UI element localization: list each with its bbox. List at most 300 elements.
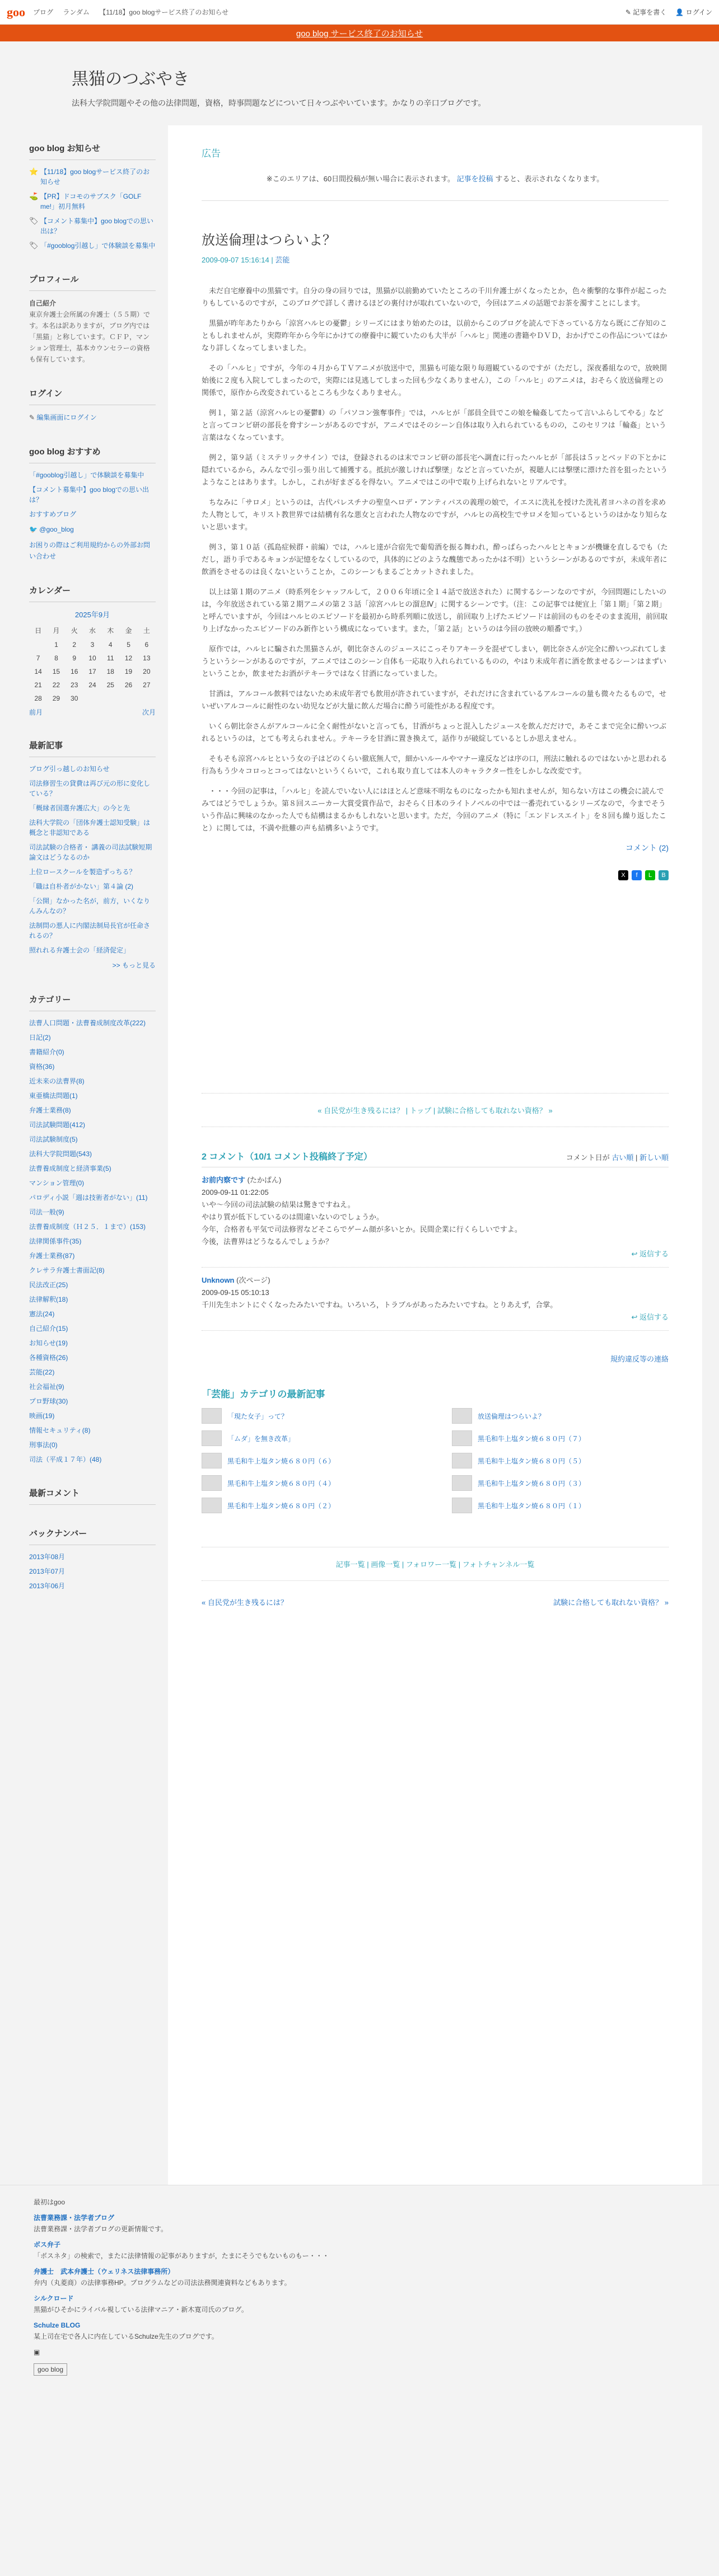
calendar-day: 14 — [34, 668, 42, 675]
weekday-label: 木 — [107, 627, 114, 635]
post-paragraph: 例２，第９話（ミステリックサイン）では，登録されるのは末でコンピ研の部長宅へ調査に行ったハルヒが「部長は５ッとベッドの下とかに隠れているから，みんなで引っ張り出して捕獲する。抵抗が激しければ撃墜」などと言っていたが，視聴人には撃墜に漂けた首を狙ったというようなことはあります。しかし，これが好まざるを得ない。アニメではこの中で取り上げられないとリアルです。 — [202, 453, 668, 486]
calendar-day: 29 — [52, 695, 60, 702]
backnumber-section — [29, 1527, 156, 1591]
calendar-day: 12 — [124, 654, 133, 662]
thumbnail-image — [202, 1498, 222, 1513]
sidebar — [17, 125, 168, 1630]
recent-post-item — [29, 896, 156, 916]
category-latest-item[interactable] — [452, 1475, 669, 1491]
post-paragraph: 以上は第１期のアニメ（時系列をシャッフルして，２００６年頃に全１４話で放送された）に関するシーンなのですが，今回問題にしたいのは，今年放送されている第２期アニメの第２３話「涼宮ハルヒの溜息Ⅳ」に関するシーンです。（注：この記事では便宜上「第１期」「第２期」と呼んでいますが，今回はハルヒのエピソードを最初から時系列順に放送し，前回取り上げたエピソードは前回のものをそのまま流用，前回取り上げなかったエピソードのみ新作という構成になっています。また，「第２話」というのは今回の放映の順番です。） — [202, 588, 668, 633]
category-link[interactable]: 書籍紹介(0) — [29, 1048, 64, 1056]
section-heading: カレンダー — [29, 584, 156, 602]
comment-text: 今年，合格者も平気で司法修習などそこらでゲーム顔が多いとか。民間企業に行くらしいですよ。 — [202, 1225, 522, 1233]
facebook-share-icon[interactable]: f — [632, 870, 642, 880]
category-link[interactable]: 法曹人口問題・法曹養成制度改革(222) — [29, 1019, 146, 1027]
nav-blog[interactable]: ブログ — [33, 8, 54, 16]
calendar-day — [119, 692, 137, 705]
notice-link[interactable]: 【コメント募集中】goo blogでの思い出は？ — [40, 217, 154, 235]
category-item — [29, 1294, 156, 1305]
category-latest-item[interactable] — [452, 1498, 669, 1513]
calendar-day: 24 — [88, 681, 96, 689]
section-heading: プロフィール — [29, 273, 156, 291]
category-link[interactable]: 司法（平成１７年）(48) — [29, 1456, 102, 1463]
category-link[interactable]: 資格(36) — [29, 1063, 55, 1071]
recent-post-link[interactable]: 「概縁者国選弁護広大」の今と先 — [29, 804, 130, 812]
weekday-label: 日 — [35, 627, 42, 635]
category-link[interactable]: 映画(19) — [29, 1412, 55, 1420]
post-body — [202, 285, 669, 834]
ad-post-link[interactable]: 記事を投稿 — [456, 175, 493, 183]
category-item — [29, 1382, 156, 1392]
category-item — [29, 1367, 156, 1377]
calendar-day: 28 — [34, 695, 42, 702]
category-item — [29, 1280, 156, 1290]
write-post-button[interactable]: ✎ 記事を書く — [625, 8, 667, 16]
post-paragraph: 例３，第１０話（孤島症候群・前編）では，ハルヒ達が合宿先で葡萄酒を振る舞われ，酔っぱらったハルヒとキョンが機嫌を直しるでも（ただし，語り手であるキョンが記憶をなくしているので，具体的にどのような醜態であったかは不明）というシーンがあるのですが，未成年者に飲酒をさせるのは良くないということか，このシーンもまるごとカットされました。 — [202, 543, 668, 576]
post-paragraph: いくら朝比奈さんがアルコールに全く耐性がないと言っても，甘酒がちょっと混入したジュースを飲んだだけで，あそこまで完全に酔いつぶれるというのは，とても考えられません。テキーラを甘酒に置き換えて，話作りが破綻しているとしか思えません。 — [202, 722, 667, 743]
category-latest-item[interactable] — [202, 1498, 418, 1513]
recent-posts-section — [29, 739, 156, 971]
footer-link-title[interactable]: Schulze BLOG — [34, 2321, 81, 2329]
weekday-label: 月 — [53, 627, 60, 635]
reply-link[interactable] — [202, 1248, 669, 1260]
calendar-day: 7 — [36, 654, 40, 662]
calendar-day: 15 — [52, 668, 60, 675]
prev-post-link[interactable]: « 自民党が生き残るには？ — [202, 1598, 288, 1607]
category-latest-link[interactable]: 黒毛和牛上塩タン焼６８０円（２） — [227, 1502, 335, 1510]
category-link[interactable]: 法科大学院問題(543) — [29, 1150, 92, 1158]
category-latest-item[interactable] — [452, 1430, 669, 1446]
thumbnail-image — [452, 1430, 472, 1446]
section-heading: ログイン — [29, 387, 156, 405]
footer-link-block — [34, 2293, 685, 2315]
thumbnail-image — [452, 1475, 472, 1491]
rss-icon[interactable]: ▣ — [34, 2348, 40, 2356]
category-link[interactable]: 弁護士業務(87) — [29, 1252, 75, 1260]
category-latest-link[interactable]: 「現た女子」って？ — [227, 1412, 288, 1420]
comments-section — [202, 1149, 669, 1364]
notice-icon: ⭐ — [29, 167, 39, 176]
category-link[interactable]: 司法一般(9) — [29, 1208, 64, 1216]
calendar-prev-link[interactable]: 前月 — [29, 708, 43, 716]
recent-post-link[interactable]: 「職は自朴者がかない」第４論 (2) — [29, 883, 134, 890]
weekday-label: 水 — [88, 627, 96, 635]
footer-link-title[interactable]: ボス弁子 — [34, 2241, 61, 2249]
sort-new-link[interactable]: 新しい順 — [639, 1153, 669, 1162]
recommend-item — [29, 470, 156, 480]
section-heading: カテゴリー — [29, 993, 156, 1011]
category-item — [29, 1251, 156, 1261]
comment-list — [202, 1167, 669, 1331]
calendar-table — [29, 623, 156, 705]
category-item — [29, 1338, 156, 1348]
backnumber-link[interactable]: 2013年07月 — [29, 1568, 66, 1575]
calendar-day: 2 — [72, 641, 77, 649]
category-link[interactable]: 各種資格(26) — [29, 1354, 68, 1362]
comment-header — [202, 1274, 669, 1287]
footer-link-block — [34, 2239, 685, 2261]
category-link[interactable]: 憲法(24) — [29, 1310, 55, 1318]
thumbnail-image — [452, 1408, 472, 1424]
category-item — [29, 1062, 156, 1072]
category-item — [29, 1149, 156, 1159]
ad-notice — [202, 173, 669, 201]
recent-post-item — [29, 842, 156, 862]
comment-sort: コメント日が 古い順 | 新しい順 — [566, 1153, 669, 1162]
bookmark-share-icon[interactable]: B — [659, 870, 669, 880]
post-paragraph: ちなみに「サロメ」というのは，古代パレスチナの聖皇ヘロデ・アンティパスの義理の娘で，イエスに洗礼を授けた洗礼者ヨハネの首を求めた人物として，キリスト教世界では結構有名な悪女と言われた人物なのですが，ハルヒの高校生でサロメを知っているというのはかなり知らないと思います。 — [202, 498, 667, 531]
category-link[interactable]: 弁護士業務(8) — [29, 1106, 71, 1114]
thumbnail-image — [202, 1430, 222, 1446]
recommend-link[interactable]: 「#gooblog引越し」で体験談を募集中 — [29, 471, 144, 479]
prev-next-nav — [202, 1597, 669, 1607]
recent-posts-list — [29, 764, 156, 955]
recent-post-link[interactable]: 司法修習生の貸費は再び元の形に変化している？ — [29, 780, 151, 797]
category-link[interactable]: 自己紹介(15) — [29, 1325, 68, 1332]
line-share-icon[interactable]: L — [645, 870, 655, 880]
category-item — [29, 1076, 156, 1086]
calendar-day: 8 — [54, 654, 58, 662]
thumbnail-image — [452, 1498, 472, 1513]
post-meta: 2009-09-07 15:16:14 | 芸能 — [202, 256, 290, 264]
recommend-link[interactable]: 【コメント募集中】goo blogでの思い出は？ — [29, 486, 150, 504]
recent-post-item — [29, 881, 156, 891]
category-link[interactable]: 法律解釈(18) — [29, 1296, 68, 1303]
recent-post-link[interactable]: 上位ロースクールを製造ずっちる？ — [29, 868, 136, 876]
calendar-week — [29, 651, 156, 665]
latest-comments-section — [29, 1487, 156, 1505]
category-link[interactable]: マンション管理(0) — [29, 1179, 85, 1187]
nav-random[interactable]: ランダム — [63, 8, 90, 16]
category-latest-item[interactable] — [202, 1475, 418, 1491]
comment — [202, 1268, 669, 1331]
report-link[interactable]: 規約違反等の連絡 — [610, 1355, 669, 1363]
calendar-day: 23 — [71, 681, 78, 689]
notice-icon: ⛳ — [29, 192, 39, 200]
category-latest-title: 「芸能」カテゴリの最新記事 — [202, 1389, 325, 1400]
recommend-item — [29, 509, 156, 519]
notice-icon: 🏷 — [29, 241, 39, 250]
ad-text-2: すると、表示されなくなります。 — [495, 175, 604, 183]
notice-item — [29, 241, 156, 251]
category-list — [29, 1018, 156, 1465]
thumbnail-image — [452, 1453, 472, 1468]
pencil-icon: ✎ — [29, 414, 37, 421]
category-link[interactable]: 東亜橋法問題(1) — [29, 1092, 78, 1100]
calendar-day: 25 — [106, 681, 114, 689]
footer-links — [34, 2212, 685, 2342]
goo-blog-badge[interactable]: goo blog — [34, 2363, 67, 2376]
notice-link[interactable]: 「#gooblog引越し」で体験談を募集中 — [40, 242, 156, 250]
footer-link-block — [34, 2212, 685, 2235]
category-latest-item[interactable] — [202, 1453, 418, 1468]
login-link[interactable]: 編集画面にログイン — [36, 414, 97, 421]
calendar-day: 22 — [52, 681, 60, 689]
category-item — [29, 1411, 156, 1421]
category-link[interactable]: お知らせ(19) — [29, 1339, 68, 1347]
contact-link[interactable]: お困りの際はご利用規約からの外部お問い合わせ — [29, 541, 151, 560]
bottom-navigation[interactable]: 記事一覧 | 画像一覧 | フォロワー一覧 | フォトチャンネル一覧 — [202, 1547, 669, 1581]
recent-post-item — [29, 764, 156, 774]
category-item — [29, 1193, 156, 1203]
reply-label: 返信する — [639, 1313, 669, 1321]
next-post-link[interactable]: 試験に合格しても取れない資格？ » — [553, 1598, 669, 1607]
login-button[interactable]: 👤 ログイン — [675, 8, 712, 16]
comments-title: 2 コメント（10/1 コメント投稿終了予定） — [202, 1152, 372, 1162]
main-content — [168, 125, 702, 2185]
backnumber-item — [29, 1581, 156, 1591]
calendar-next-link[interactable]: 次月 — [142, 708, 156, 716]
recent-post-item — [29, 921, 156, 941]
category-latest-link[interactable]: 黒毛和牛上塩タン焼６８０円（４） — [227, 1479, 335, 1488]
profile-section — [29, 273, 156, 365]
calendar-day: 17 — [88, 668, 96, 675]
category-link[interactable]: 近未来の法曹界(8) — [29, 1077, 85, 1085]
recent-post-link[interactable]: 法制問の悪人に内閣法制局長官が任命されるの？ — [29, 922, 151, 940]
comment — [202, 1167, 669, 1268]
calendar-day: 19 — [124, 668, 133, 675]
weekday-label: 土 — [143, 627, 150, 635]
comment-text: 今後，法曹界はどうなるんでしょうか？ — [202, 1237, 333, 1246]
category-latest-item[interactable] — [202, 1408, 418, 1424]
category-item — [29, 1091, 156, 1101]
sort-old-link[interactable]: 古い順 — [611, 1153, 634, 1162]
calendar-day: 20 — [143, 668, 151, 675]
calendar-day — [101, 692, 119, 705]
calendar-day: 26 — [124, 681, 133, 689]
footer-link-desc: 黒猫がひそかにライバル視している法律マニア・新木寛司氏のブログ。 — [34, 2306, 248, 2314]
category-link[interactable]: クレサラ弁護士書面記(8) — [29, 1266, 105, 1274]
recommend-section — [29, 445, 156, 562]
thumbnail-image — [202, 1453, 222, 1468]
reply-icon: ↩ — [631, 1250, 639, 1258]
recent-post-item — [29, 867, 156, 877]
post-paragraph: 未だ自宅療養中の黒猫です。自分の身の回りでは，黒猫が以前勤めていたところの千川弁護士がくなったとか，色々衝撃的な事件が起こったりもしているのですが，このブログで詳しく書けるほどの裏付けが取れていないので，今回はアニメの話題でお茶を濁すことにします。 — [202, 287, 667, 307]
backnumber-list — [29, 1552, 156, 1591]
category-link[interactable]: 法曹養成制度と経済事業(5) — [29, 1165, 111, 1172]
notice-item — [29, 191, 156, 212]
section-heading: 最新コメント — [29, 1487, 156, 1505]
category-link[interactable]: 社会福祉(9) — [29, 1383, 64, 1391]
category-latest-link[interactable]: 黒毛和牛上塩タン焼６８０円（３） — [478, 1479, 586, 1488]
reply-label: 返信する — [639, 1250, 669, 1258]
category-item — [29, 1454, 156, 1465]
notices-section — [29, 142, 156, 251]
category-item — [29, 1105, 156, 1115]
goo-logo[interactable]: goo — [7, 4, 25, 19]
backnumber-link[interactable]: 2013年06月 — [29, 1582, 66, 1590]
comment-handle: (次ページ) — [236, 1276, 270, 1284]
recent-more-link[interactable]: >> もっと見る — [112, 961, 156, 969]
comment-text: いや〜今回の司法試験の結果は驚きですねえ。 — [202, 1200, 355, 1209]
recommend-item — [29, 485, 156, 505]
category-item — [29, 1353, 156, 1363]
profile-text: 東京弁護士会所属の弁護士（５５期）です。本名は訳ありますが，ブログ内では「黒猫」と称しています。ＣＦＰ，マンション管理士，基本カウンセラーの資格も保有しています。 — [29, 311, 151, 363]
calendar-day — [138, 692, 156, 705]
section-heading: バックナンバー — [29, 1527, 156, 1545]
thumbnail-image — [202, 1408, 222, 1424]
category-item — [29, 1047, 156, 1057]
weekday-label: 火 — [71, 627, 78, 635]
footer-link-title[interactable]: 法曹業務課・法学者ブログ — [34, 2214, 115, 2222]
calendar-week — [29, 638, 156, 651]
category-item — [29, 1134, 156, 1144]
comment-count-link[interactable]: コメント (2) — [625, 843, 669, 852]
sort-label: コメント日が — [566, 1153, 610, 1162]
thumbnail-image — [202, 1475, 222, 1491]
recommend-link[interactable]: おすすめブログ — [29, 510, 77, 518]
category-item — [29, 1178, 156, 1188]
category-link[interactable]: 法律関係事件(35) — [29, 1237, 82, 1245]
footer-link-desc: 「ボスネタ」の検索で，またに法律情報の記事がありますが，たまにそうでもないものもー・・・ — [34, 2252, 329, 2260]
recent-post-item — [29, 818, 156, 838]
comment-author[interactable]: お前内察です — [202, 1176, 246, 1184]
calendar-day: 10 — [88, 654, 96, 662]
recent-post-link[interactable]: 司法試験の合格者・ 講義の司法試験短期論文はどうなるのか — [29, 843, 152, 861]
post-title[interactable]: 放送倫理はつらいよ？ — [202, 233, 336, 248]
category-item — [29, 1309, 156, 1319]
category-latest-link[interactable]: 黒毛和牛上塩タン焼６８０円（５） — [478, 1457, 586, 1465]
category-link[interactable]: 法曹養成制度（Ｈ２５．１まで）(153) — [29, 1223, 146, 1231]
section-heading: goo blog お知らせ — [29, 142, 156, 160]
calendar-day: 1 — [54, 641, 58, 649]
blog-post — [202, 229, 669, 880]
post-paragraph: その「ハルヒ」ですが，今年の４月からＴＶアニメが放送中で，黒猫も可能な限り毎週観ているのですが（ただし，深夜番組なので，放映開始後に２度も入院してしまったので，実際には見逃してしまった回も少なくありません），この「ハルヒ」のアニメは，おそらく放送倫理との関係で，原作から改変されているところも少なくありません。 — [202, 364, 667, 397]
calendar-day: 21 — [34, 681, 42, 689]
ad-heading: 広告 — [202, 148, 221, 159]
calendar-week — [29, 692, 156, 705]
notices-list — [29, 167, 156, 251]
x-share-icon[interactable]: X — [618, 870, 628, 880]
calendar-week — [29, 665, 156, 678]
calendar-day — [83, 692, 101, 705]
category-item — [29, 1440, 156, 1450]
section-heading: goo blog おすすめ — [29, 445, 156, 463]
category-link[interactable]: 芸能(22) — [29, 1368, 55, 1376]
weekday-label: 金 — [125, 627, 132, 635]
section-heading: 最新記事 — [29, 739, 156, 757]
backnumber-item — [29, 1566, 156, 1576]
recent-post-item — [29, 778, 156, 799]
category-link[interactable]: 刑事法(0) — [29, 1441, 58, 1449]
post-paragraph: ・・・今回の記事は，「ハルヒ」を読んでいない人にはほとんど意味不明なものになったかも知れませんが，知らない方はこの機会に読んでみてはどうでしょうか。第８回スニーカー大賞受賞作品で，おそらく日本のライトノベルの中では一番売れているシリーズなので，今までそういう作品に興味のなかった人でも結構はまるかもしれないと思います。ただ，今回のアニメ（特に「エンドレスエイト」を８回も繰り返したこと）に関しては，不満や批難の声も結構多いようです。 — [202, 787, 666, 832]
post-paragraph: 例１，第２話（涼宮ハルヒの憂鬱Ⅱ）の「パソコン強奪事件」では，ハルヒが「部員全員でこの娘を輪姦してたって言いふらしてやる」などと言ってコンピ研の部長を脅すシーンがあるのですが，アニメではそのシーン自体は取り入れられているものの，このセリフは「輪姦」という言葉はなくなっています。 — [202, 409, 666, 442]
calendar-day: 9 — [72, 654, 77, 662]
category-latest-item[interactable] — [452, 1453, 669, 1468]
login-section — [29, 387, 156, 423]
recommend-list — [29, 470, 156, 519]
recent-post-link[interactable]: 「公開」なかった名が，前方，いくなりんみんなの？ — [29, 897, 151, 915]
top-bar — [0, 0, 719, 25]
blog-description: 法科大学院問題やその他の法律問題，資格，時事問題などについて日々つぶやいています。かなりの辛口ブログです。 — [72, 98, 486, 107]
recent-post-item — [29, 945, 156, 955]
footer-label: 最初はgoo — [34, 2198, 66, 2206]
category-item — [29, 1018, 156, 1028]
category-link[interactable]: 民法改正(25) — [29, 1281, 68, 1289]
top-nav — [33, 7, 236, 17]
footer-link-desc: 某上司在宅で各人に内在しているSchulze先生のブログです。 — [34, 2333, 218, 2340]
calendar-caption: 2025年9月 — [74, 611, 110, 619]
calendar-day: 6 — [144, 641, 149, 649]
backnumber-item — [29, 1552, 156, 1562]
comment-author[interactable]: Unknown — [202, 1276, 235, 1284]
notice-link[interactable]: 【11/18】goo blogサービス終了のお知らせ — [40, 168, 150, 186]
recent-post-item — [29, 803, 156, 813]
footer-link-desc: 法曹業務課・法学者ブログの更新情報です。 — [34, 2225, 168, 2233]
comment-text: やはり質が低下しているのは間違いないのでしょうか。 — [202, 1213, 384, 1221]
reply-icon: ↩ — [631, 1313, 639, 1321]
category-latest-link[interactable]: 放送倫理はつらいよ？ — [478, 1412, 545, 1420]
blog-title[interactable]: 黒猫のつぶやき — [72, 69, 189, 89]
twitter-icon: 🐦 — [29, 525, 40, 533]
service-end-banner[interactable]: goo blog サービス終了のお知らせ — [0, 25, 719, 41]
notice-link[interactable]: 【PR】ドコモのサブスク「GOLF me!」初月無料 — [40, 193, 142, 210]
category-item — [29, 1207, 156, 1217]
category-latest-link[interactable]: 黒毛和牛上塩タン焼６８０円（７） — [478, 1434, 586, 1443]
reply-link[interactable] — [202, 1311, 669, 1324]
calendar-day: 5 — [127, 641, 130, 649]
twitter-link[interactable]: @goo_blog — [39, 525, 74, 533]
category-latest-link[interactable]: 「ムダ」を無き改革」 — [227, 1434, 295, 1443]
calendar-day — [29, 638, 47, 651]
category-latest-link[interactable]: 黒毛和牛上塩タン焼６８０円（６） — [227, 1457, 335, 1465]
category-item — [29, 1396, 156, 1406]
category-link[interactable]: 司法試験問題(412) — [29, 1121, 86, 1129]
calendar-week — [29, 678, 156, 692]
notice-item — [29, 167, 156, 187]
calendar-day: 3 — [90, 641, 95, 649]
comment-date: 2009-09-11 01:22:05 — [202, 1188, 269, 1196]
category-latest-item[interactable] — [452, 1408, 669, 1424]
post-paragraph: 黒猫が昨年あたりから「涼宮ハルヒの憂鬱」シリーズにはまり始めたのは，以前からこのブログを読んで下さっている方なら既にご存知のこともしれませんが，実際昨年から今年にかけての療養中に観ていたのも大半が「ハルヒ」関連の書籍やＤＶＤ，おかげでこの作品についてはかなり詳しくなってしまいました。 — [202, 319, 667, 352]
post-category-link[interactable]: 芸能 — [275, 256, 290, 264]
category-link[interactable]: プロ野球(30) — [29, 1397, 68, 1405]
recent-post-link[interactable]: ブログ引っ越しのお知らせ — [29, 765, 110, 773]
footer-link-title[interactable]: 弁護士 武本弁護士（ウェリネス法律事務所） — [34, 2268, 175, 2275]
category-latest-link[interactable]: 黒毛和牛上塩タン焼６８０円（１） — [478, 1502, 586, 1510]
category-link[interactable]: 日記(2) — [29, 1034, 51, 1041]
category-item — [29, 1265, 156, 1275]
calendar-day: 4 — [108, 641, 113, 649]
blog-header — [0, 41, 719, 125]
post-navigation[interactable]: « 自民党が生き残るには？ | トップ | 試験に合格しても取れない資格？ » — [202, 1093, 669, 1127]
category-latest-grid — [202, 1408, 669, 1513]
footer-link-title[interactable]: シルクロード — [34, 2295, 74, 2302]
footer-link-desc: 弁内（丸菱商）の法律事務HP。プログラムなどの司法法務関連資料などもあります。 — [34, 2279, 291, 2287]
comment-header — [202, 1174, 669, 1186]
notice-icon: 🏷 — [29, 217, 39, 225]
category-link[interactable]: パロディ小説「週は技術者がない」(11) — [29, 1194, 148, 1202]
category-item — [29, 1120, 156, 1130]
backnumber-link[interactable]: 2013年08月 — [29, 1553, 66, 1561]
comment-date: 2009-09-15 05:10:13 — [202, 1288, 269, 1297]
share-buttons — [202, 870, 669, 880]
category-latest-item[interactable] — [202, 1430, 418, 1446]
calendar-day: 30 — [71, 695, 78, 702]
footer-link-block — [34, 2320, 685, 2342]
recent-post-link[interactable]: 照れれる弁護士会の「経済促定」 — [29, 946, 130, 954]
category-link[interactable]: 情報セキュリティ(8) — [29, 1427, 91, 1434]
recent-post-link[interactable]: 法科大学院の「団体弁護士認知受験」は概念と非認知である — [29, 819, 151, 837]
calendar-day: 11 — [107, 654, 114, 662]
post-paragraph: そもそも涼宮ハルヒという女の子はどのくらい徹底無人で，細かいルールやマナー違反などは序の口，刑法に触れるのではないかと思われる行為もう少々コロっとコってはないというくらいで，これも取り直しては本人のキャラクター性をしかしな改変です。 — [202, 754, 667, 775]
post-paragraph: 原作では，ハルヒに騙された黒猫さんが，朝比奈さんのジュースにこっそりアキーラを混ぜてしまい，朝比奈さんが完全に酔いつぶれてしまうというシーンがあるのですが，アニメではこのシーン自体も一応取り入れられているものの，やはり未成年者に酒を飲ませるシーンはまずいということか，飲ませたお酒がテキーラではなく甘酒になっていました。 — [202, 645, 667, 678]
category-item — [29, 1324, 156, 1334]
nav-notice[interactable]: 【11/18】goo blogサービス終了のお知らせ — [99, 8, 229, 16]
notice-item — [29, 216, 156, 236]
category-link[interactable]: 司法試験制度(5) — [29, 1135, 78, 1143]
calendar-day: 16 — [71, 668, 78, 675]
